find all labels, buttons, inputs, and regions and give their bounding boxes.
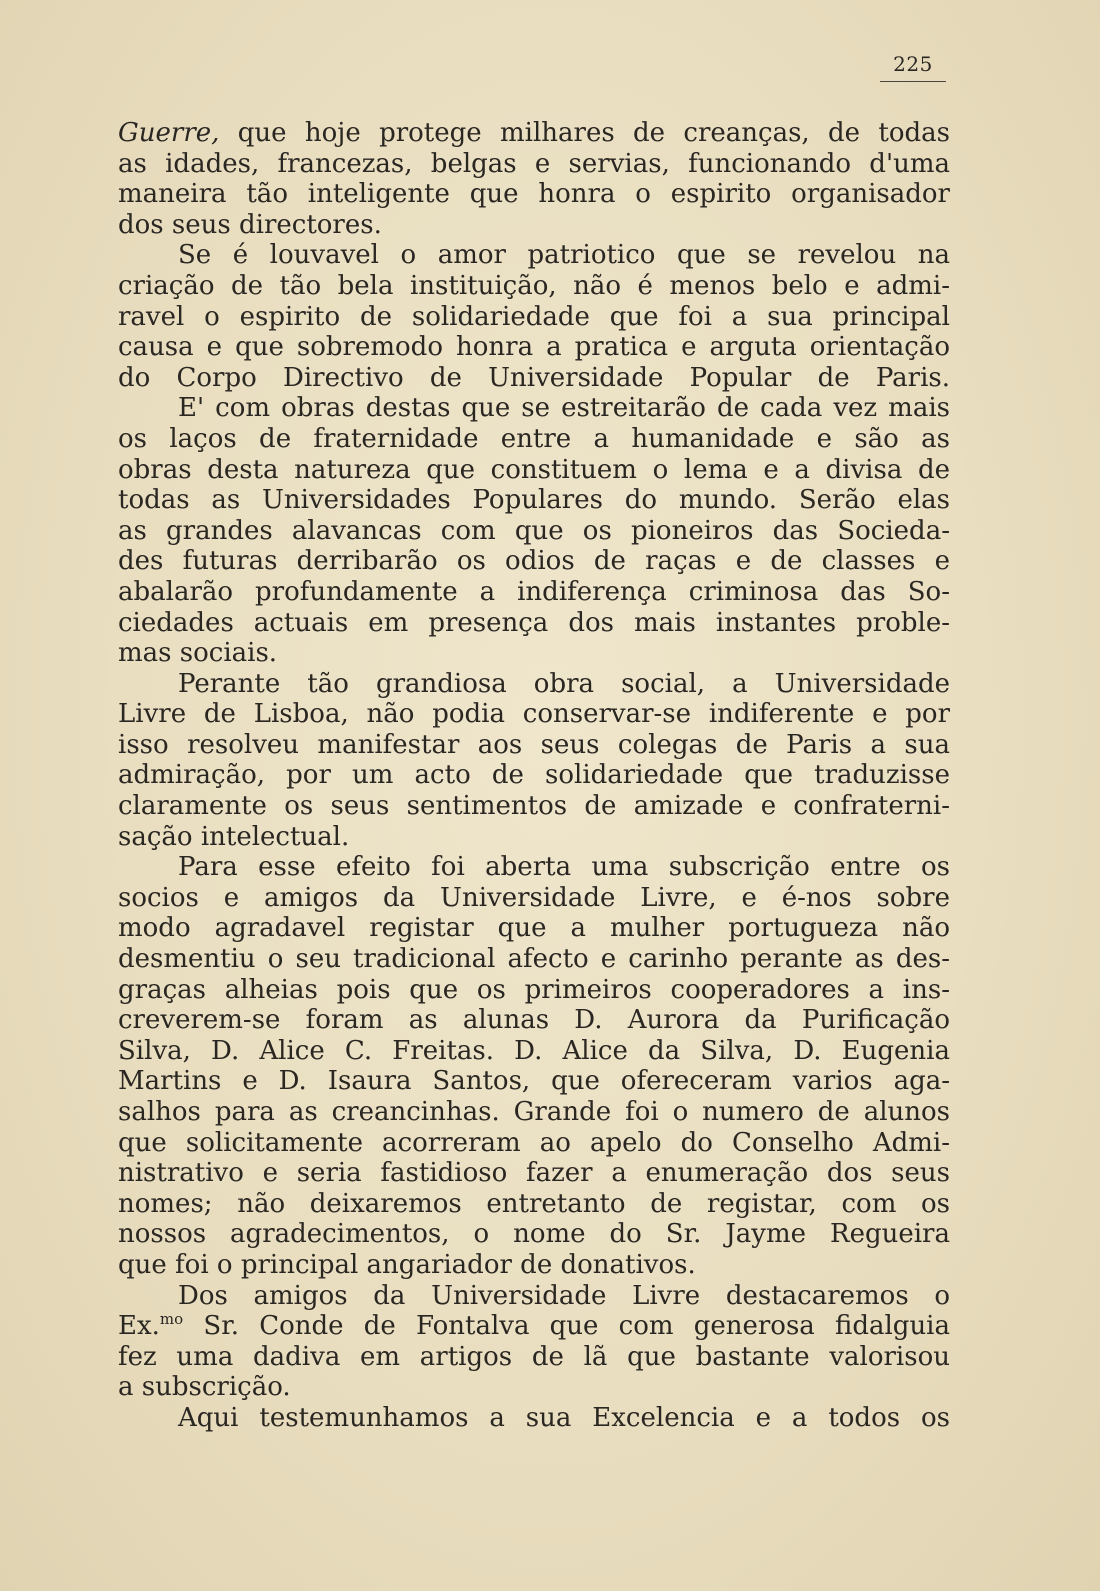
text-line: Aqui testemunhamos a sua Excelencia e a todos os — [178, 1402, 950, 1433]
body-text — [118, 118, 950, 1434]
text-line: obras desta natureza que constituem o lema e a divisa de — [118, 454, 950, 485]
text-line: causa e que sobremodo honra a pratica e arguta orientação — [118, 332, 950, 363]
text-line: do Corpo Directivo de Universidade Popular de Paris. — [118, 362, 950, 393]
superscript: mo — [159, 1311, 184, 1329]
text-line: abalarão profundamente a indiferença criminosa das So- — [118, 576, 950, 607]
text-line: des futuras derribarão os odios de raças e de classes e — [118, 546, 950, 577]
text-line: Livre de Lisboa, não podia conservar-se indiferente e por — [118, 699, 950, 730]
text-line: graças alheias pois que os primeiros cooperadores a ins- — [118, 974, 950, 1005]
text-line: nossos agradecimentos, o nome do Sr. Jayme Regueira — [118, 1219, 950, 1250]
text-line: ravel o espirito de solidariedade que foi a sua principal — [118, 301, 950, 332]
text-line: a subscrição. — [118, 1372, 291, 1403]
text-line: Ex.$^{mo}$ Sr. Conde de Fontalva que com generosa fidalguia — [118, 1311, 950, 1342]
text-line: Perante tão grandiosa obra social, a Universidade — [178, 668, 950, 699]
text-line: claramente os seus sentimentos de amizade e confraterni- — [118, 791, 950, 822]
text-line: sação intelectual. — [118, 821, 350, 852]
text-line: modo agradavel registar que a mulher portugueza não — [118, 913, 950, 944]
text-line: Dos amigos da Universidade Livre destacaremos o — [178, 1280, 950, 1311]
text-line: todas as Universidades Populares do mundo. Serão elas — [118, 485, 950, 516]
text-line: nistrativo e seria fastidioso fazer a enumeração dos seus — [118, 1158, 950, 1189]
text-line: creverem-se foram as alunas D. Aurora da Purificação — [118, 1005, 950, 1036]
text-line: que solicitamente acorreram ao apelo do Conselho Admi- — [118, 1127, 950, 1158]
text-line: admiração, por um acto de solidariedade que traduzisse — [118, 760, 950, 791]
text-line: os laços de fraternidade entre a humanidade e são as — [118, 423, 950, 454]
text-line: as grandes alavancas com que os pioneiros das Socieda- — [118, 515, 950, 546]
text-line: isso resolveu manifestar aos seus colegas de Paris a sua — [118, 729, 950, 760]
text-line: salhos para as creancinhas. Grande foi o numero de alunos — [118, 1097, 950, 1127]
page-number: 225 — [880, 52, 946, 82]
text-line: criação de tão bela instituição, não é menos belo e admi- — [118, 270, 950, 301]
text-line: Guerre, que hoje protege milhares de creanças, de todas — [118, 118, 950, 148]
text-line: nomes; não deixaremos entretanto de registar, com os — [118, 1188, 950, 1219]
text-line: ciedades actuais em presença dos mais instantes proble- — [118, 607, 950, 638]
italic-word: Guerre, — [118, 118, 220, 148]
text-line: socios e amigos da Universidade Livre, e é-nos sobre — [118, 882, 950, 913]
text-line: que foi o principal angariador de donativos. — [118, 1249, 696, 1280]
text-line: Silva, D. Alice C. Freitas. D. Alice da Silva, D. Eugenia — [118, 1035, 950, 1066]
text-line: desmentiu o seu tradicional afecto e carinho perante as des- — [118, 944, 950, 975]
text-line: Para esse efeito foi aberta uma subscrição entre os — [178, 852, 950, 883]
text-line: E' com obras destas que se estreitarão de cada vez mais — [178, 393, 950, 424]
text-line: dos seus directores. — [118, 209, 382, 240]
text-line: fez uma dadiva em artigos de lã que bastante valorisou — [118, 1341, 950, 1372]
text-line: maneira tão inteligente que honra o espirito organisador — [118, 179, 950, 210]
text-line: as idades, francezas, belgas e servias, funcionando d'uma — [118, 148, 950, 179]
text-line: Martins e D. Isaura Santos, que ofereceram varios aga- — [118, 1066, 950, 1097]
text-line: mas sociais. — [118, 638, 278, 669]
text-line: Se é louvavel o amor patriotico que se revelou na — [178, 240, 950, 271]
